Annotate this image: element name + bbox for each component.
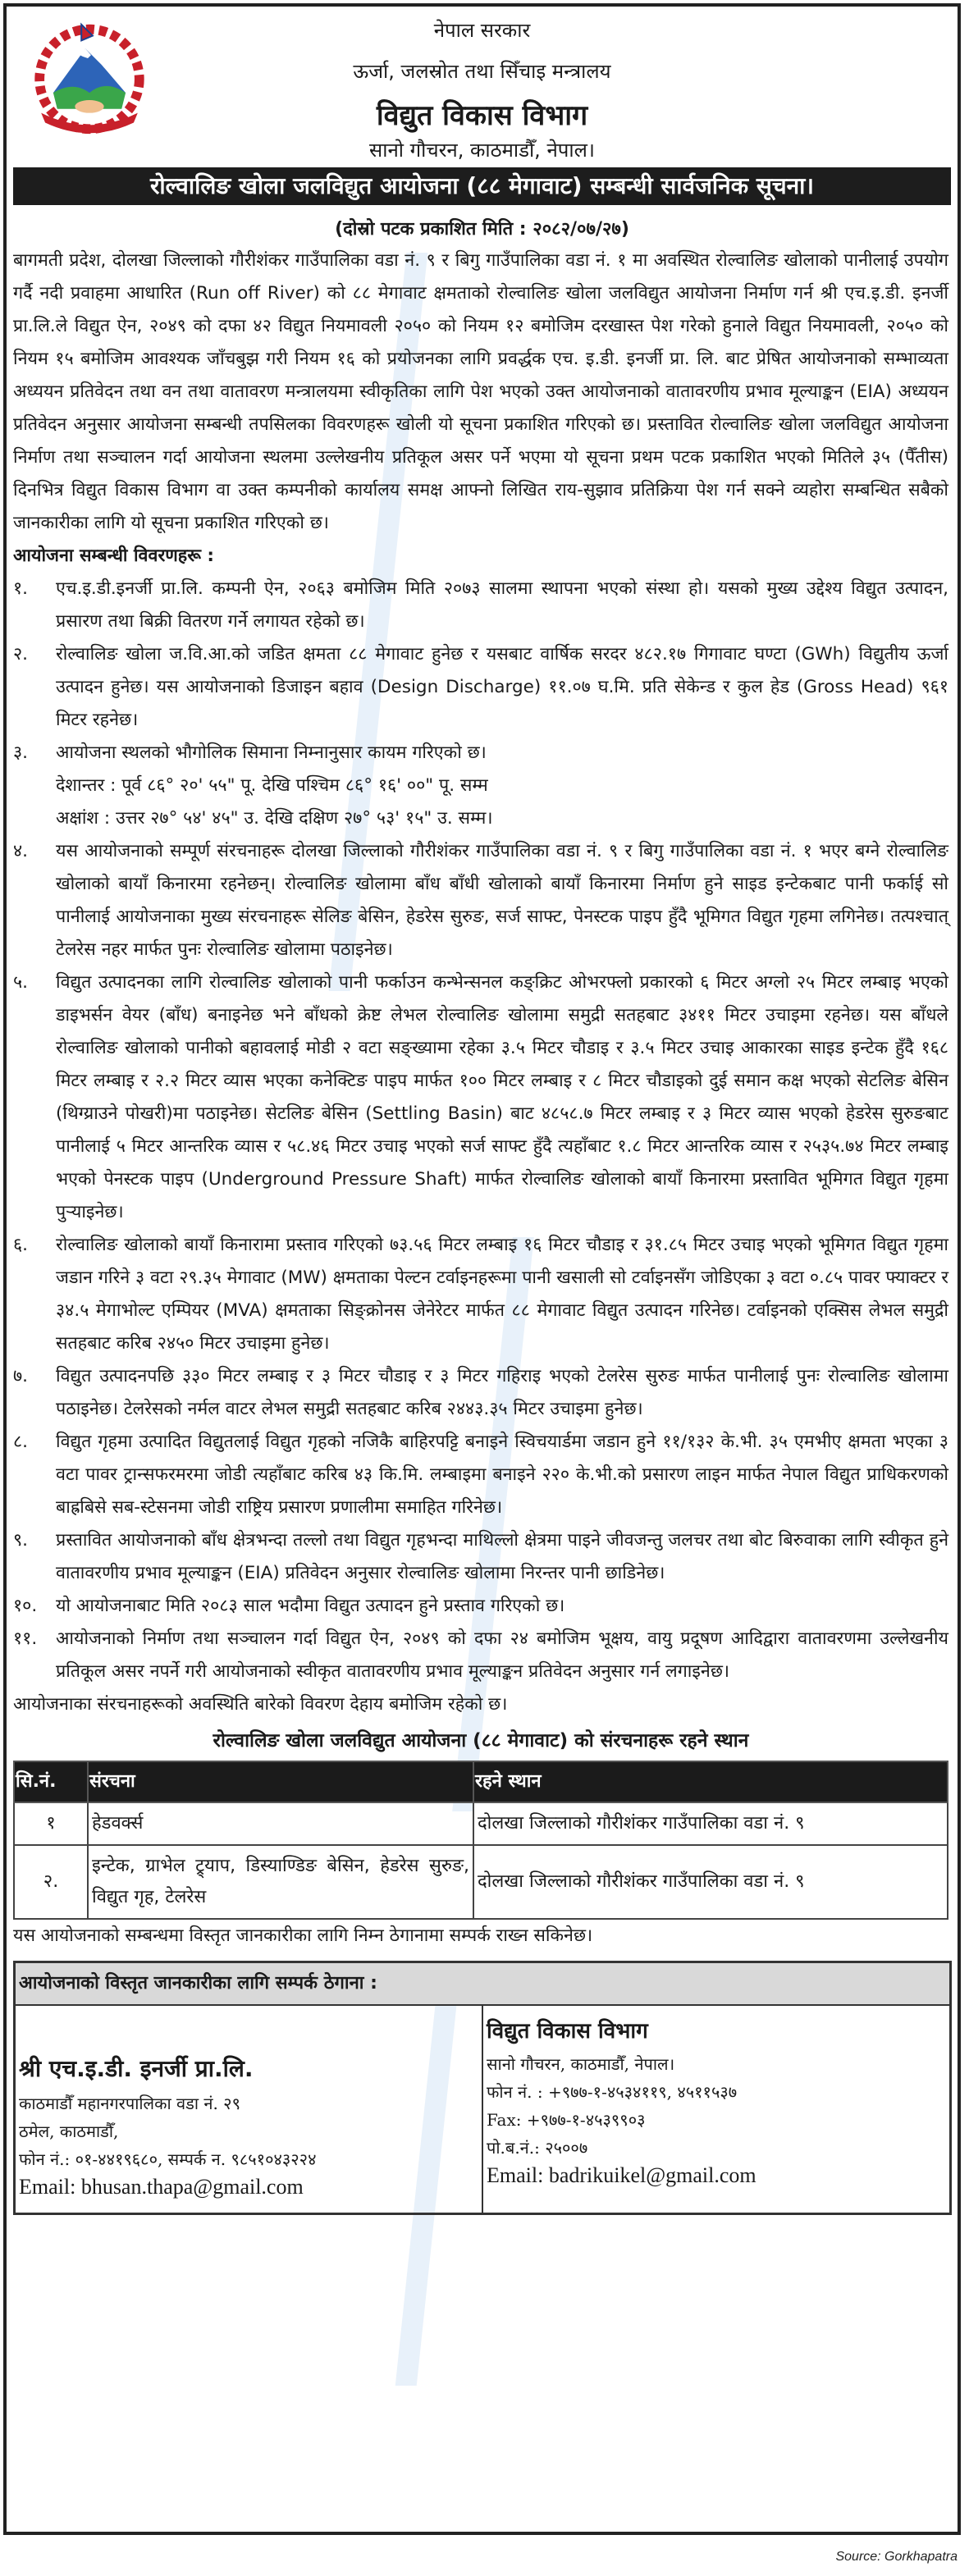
header [7, 7, 958, 162]
item-number: ७. [13, 1366, 29, 1386]
item-number: ४. [13, 841, 29, 861]
list-item [13, 835, 948, 966]
longitude-range: देशान्तर : पूर्व ८६° २०' ५५" पू. देखि पश्चिम ८६° १६' ००" पू. सम्म [56, 775, 488, 796]
cell-serial: १ [14, 1802, 88, 1845]
list-item [13, 1426, 948, 1524]
col-header-location: रहने स्थान [473, 1761, 948, 1802]
department-contact-name: विद्युत विकास विभाग [487, 2019, 648, 2044]
item-text: विद्युत उत्पादनका लागि रोल्वालिङ खोलाको पानी फर्काउन कन्भेन्सनल कङ्क्रिट ओभरफ्लो प्रकारको ६ मिटर अग्लो २५ मिटर लम्बाइ भएको डाइभर्सन वेयर (बाँध) बनाइनेछ भने बाँधको क्रेष्ट लेभल रोल्वालिङ खोलामा समुद्री सतहबाट ३४११ मिटर उचाइमा रहनेछ। यस बाँधले रोल्वालिङ खोलाको पानीको बहावलाई मोडी २ वटा सङ्ख्यामा रहेका ३.५ मिटर चौडाइ र ३.५ मिटर उचाइ आकारका साइड इन्टेक हुँदै १६८ मिटर लम्बाइ र २.२ मिटर व्यास भएका कनेक्टिङ पाइप मार्फत १०० मिटर लम्बाइ र ८ मिटर चौडाइको दुई समान कक्ष भएको सेटलिङ बेसिन (थिग्य्राउने पोखरी)मा पठाइनेछ। सेटलिङ बेसिन (Settling Basin) बाट ४८५८.७ मिटर लम्बाइ र ३ मिटर व्यास भएको हेडरेस सुरुङबाट पानीलाई ५ मिटर आन्तरिक व्यास र ५८.४६ मिटर उचाइ भएको सर्ज साफ्ट हुँदै त्यहाँबाट १.८ मिटर आन्तरिक व्यास र २५३५.७४ मिटर लम्बाइ भएको पेनस्टक पाइप (Underground Pressure Shaft) मार्फत रोल्वालिङ खोलाको बायाँ किनारमा प्रस्तावित भूमिगत विद्युत गृहमा पुर्‍याइनेछ। [56, 972, 948, 1222]
company-address-1: काठमाडौँ महानगरपालिका वडा नं. २९ [19, 2094, 240, 2113]
contact-intro: यस आयोजनाको सम्बन्धमा विस्तृत जानकारीका लागि निम्न ठेगानामा सम्पर्क राख्न सकिनेछ। [13, 1925, 593, 1946]
table-header-row [14, 1761, 948, 1802]
item-number: ११. [13, 1628, 38, 1649]
structures-table [13, 1761, 948, 1920]
details-list [13, 573, 948, 1688]
list-item [13, 1229, 948, 1360]
notice-title: रोल्वालिङ खोला जलविद्युत आयोजना (८८ मेगावाट) सम्बन्धी सार्वजनिक सूचना। [13, 167, 951, 205]
department-email[interactable]: Email: badrikuikel@gmail.com [487, 2163, 756, 2187]
list-item [13, 638, 948, 737]
company-address-2: ठमेल, काठमाडौँ, [19, 2122, 119, 2141]
structures-table-title: रोल्वालिङ खोला जलविद्युत आयोजना (८८ मेगावाट) को संरचनाहरू रहने स्थान [213, 1730, 749, 1752]
item-text: विद्युत उत्पादनपछि ३३० मिटर लम्बाइ र ३ मिटर चौडाइ र ३ मिटर गहिराइ भएको टेलरेस सुरुङ मार्फत पानीलाई पुनः रोल्वालिङ खोलामा पठाइनेछ। टेलरेसको नर्मल वाटर लेभल समुद्री सतहबाट करिब २४४३.३५ मिटर उचाइमा हुनेछ। [56, 1366, 948, 1419]
department-contact-address: सानो गौचरन, काठमाडौँ, नेपाल। [487, 2054, 675, 2074]
item-text: एच.इ.डी.इनर्जी प्रा.लि. कम्पनी ऐन, २०६३ बमोजिम मिति २०७३ सालमा स्थापना भएको संस्था हो। यसको मुख्य उद्देश्य विद्युत उत्पादन, प्रसारण तथा बिक्री वितरण गर्ने लगायत रहेको छ। [56, 578, 948, 632]
intro-paragraph: बागमती प्रदेश, दोलखा जिल्लाको गौरीशंकर गाउँपालिका वडा नं. ९ र बिगु गाउँपालिका वडा नं. १ मा अवस्थित रोल्वालिङ खोलाको पानीलाई उपयोग गर्दै नदी प्रवाहमा आधारित (Run off River) को ८८ मेगावाट क्षमताको रोल्वालिङ खोला जलविद्युत आयोजना निर्माण गर्न श्री एच.इ.डी. इनर्जी प्रा.लि.ले विद्युत ऐन, २०४९ को दफा ४२ विद्युत नियमावली २०५० को नियम १२ बमोजिम दरखास्त पेश गरेको हुनाले विद्युत नियमावली, २०५० को नियम १५ बमोजिम आवश्यक जाँचबुझ गरी नियम १६ को प्रयोजनका लागि प्रवर्द्धक एच. इ.डी. इनर्जी प्रा. लि. बाट प्रेषित आयोजनाको सम्भाव्यता अध्ययन प्रतिवेदन तथा वन तथा वातावरण मन्त्रालयमा स्वीकृतिका लागि पेश भएको उक्त आयोजनाको वातावरणीय प्रभाव मूल्याङ्कन (EIA) अध्ययन प्रतिवेदन अनुसार आयोजना सम्बन्धी तपसिलका विवरणहरू खोली यो सूचना प्रकाशित गरिएको छ। प्रस्तावित रोल्वालिङ खोला जलविद्युत आयोजना निर्माण तथा सञ्चालन गर्दा आयोजना स्थलमा उल्लेखनीय प्रतिकूल असर पर्ने भएमा यो सूचना प्रथम पटक प्रकाशित भएको मितिले ३५ (पैँतीस) दिनभित्र विद्युत विकास विभाग वा उक्त कम्पनीको कार्यालय समक्ष आफ्नो लिखित राय-सुझाव प्रतिक्रिया पेश गर्न सक्ने व्यहोरा सम्बन्धित सबैको जानकारीका लागि यो सूचना प्रकाशित गरिएको छ। [13, 250, 948, 533]
item-number: ८. [13, 1432, 29, 1452]
list-item [13, 1623, 948, 1688]
cell-location: दोलखा जिल्लाको गौरीशंकर गाउँपालिका वडा नं. ९ [473, 1802, 948, 1845]
notice-frame [3, 3, 961, 2535]
details-heading: आयोजना सम्बन्धी विवरणहरू : [13, 546, 215, 566]
list-item [13, 1590, 948, 1623]
list-item [13, 737, 948, 835]
ministry-name: ऊर्जा, जलस्रोत तथा सिँचाइ मन्त्रालय [353, 60, 611, 83]
department-phone: फोन नं. : +९७७-१-४५३४११९, ४५११५३७ [487, 2082, 738, 2102]
cell-structure: हेडवर्क्स [88, 1802, 473, 1845]
item-number: ६. [13, 1235, 29, 1255]
publication-date: (दोस्रो पटक प्रकाशित मिति : २०८२/०७/२७) [335, 219, 629, 240]
item-text: आयोजना स्थलको भौगोलिक सिमाना निम्नानुसार कायम गरिएको छ। [56, 742, 487, 763]
item-text: रोल्वालिङ खोला ज.वि.आ.को जडित क्षमता ८८ मेगावाट हुनेछ र यसबाट वार्षिक सरदर ४८२.१७ गिगावाट घण्टा (GWh) विद्युतीय ऊर्जा उत्पादन हुनेछ। यस आयोजनाको डिजाइन बहाव (Design Discharge) ११.०७ घ.मि. प्रति सेकेन्ड र कुल हेड (Gross Head) ९६१ मिटर रहनेछ। [56, 644, 948, 730]
department-contact [483, 2006, 949, 2213]
contact-box [13, 1961, 952, 2215]
table-row [14, 1802, 948, 1845]
item-text: प्रस्तावित आयोजनाको बाँध क्षेत्रभन्दा तल्लो तथा विद्युत गृहभन्दा माथिल्लो क्षेत्रमा पाइने जीवजन्तु जलचर तथा बोट बिरुवाका लागि स्वीकृत हुने वातावरणीय प्रभाव मूल्याङ्कन (EIA) प्रतिवेदन अनुसार रोल्वालिङ खोलामा निरन्तर पानी छाडिनेछ। [56, 1530, 948, 1583]
table-row [14, 1845, 948, 1919]
structures-intro: आयोजनाका संरचनाहरूको अवस्थिति बारेको विवरण देहाय बमोजिम रहेको छ। [13, 1694, 508, 1715]
item-number: १०. [13, 1596, 38, 1616]
item-number: २. [13, 644, 29, 665]
department-address: सानो गौचरन, काठमाडौँ, नेपाल। [369, 139, 595, 162]
notice-body [13, 244, 948, 2215]
latitude-range: अक्षांश : उत्तर २७° ५४' ४५" उ. देखि दक्षिण २७° ५३' १५" उ. सम्म। [56, 808, 493, 829]
company-email[interactable]: Email: bhusan.thapa@gmail.com [19, 2175, 304, 2199]
item-number: १. [13, 578, 29, 599]
item-text: आयोजनाको निर्माण तथा सञ्चालन गर्दा विद्युत ऐन, २०४९ को दफा २४ बमोजिम भूक्षय, वायु प्रदूषण आदिद्वारा वातावरणमा उल्लेखनीय प्रतिकूल असर नपर्ने गरी आयोजनाको स्वीकृत वातावरणीय प्रभाव मूल्याङ्कन प्रतिवेदन अनुसार गर्न लगाइनेछ। [56, 1628, 948, 1682]
source-credit: Source: Gorkhapatra [835, 2550, 958, 2564]
government-name: नेपाल सरकार [433, 19, 531, 42]
company-name: श्री एच.इ.डी. इनर्जी प्रा.लि. [19, 2055, 254, 2082]
item-text: विद्युत गृहमा उत्पादित विद्युतलाई विद्युत गृहको नजिकै बाहिरपट्टि बनाइने स्विचयार्डमा जडान हुने ११/१३२ के.भी. ३५ एमभीए क्षमता भएका ३ वटा पावर ट्रान्सफरमरमा जोडी त्यहाँबाट करिब ४३ कि.मि. लम्बाइमा बनाइने २२० के.भी.को प्रसारण लाइन मार्फत नेपाल विद्युत प्राधिकरणको बाह्रबिसे सब-स्टेसनमा जोडी राष्ट्रिय प्रसारण प्रणालीमा समाहित गरिनेछ। [56, 1432, 948, 1518]
department-name: विद्युत विकास विभाग [376, 99, 588, 132]
contact-heading: आयोजनाको विस्तृत जानकारीका लागि सम्पर्क ठेगाना : [16, 1963, 949, 2006]
company-contact [16, 2006, 483, 2213]
col-header-serial: सि.नं. [14, 1761, 88, 1802]
list-item [13, 1524, 948, 1590]
item-number: ९. [13, 1530, 29, 1551]
item-number: ५. [13, 972, 29, 993]
company-phone: फोन नं.: ०१-४४१९६८०, सम्पर्क न. ९८५१०४३२२४ [19, 2149, 317, 2169]
list-item [13, 1360, 948, 1426]
cell-serial: २. [14, 1845, 88, 1919]
item-text: यो आयोजनाबाट मिति २०८३ साल भदौमा विद्युत उत्पादन हुने प्रस्ताव गरिएको छ। [56, 1596, 565, 1616]
item-number: ३. [13, 742, 29, 763]
list-item [13, 573, 948, 638]
item-text: रोल्वालिङ खोलाको बायाँ किनारामा प्रस्ताव गरिएको ७३.५६ मिटर लम्बाइ १६ मिटर चौडाइ र ३१.८५ मिटर उचाइ भएको भूमिगत विद्युत गृहमा जडान गरिने ३ वटा २९.३५ मेगावाट (MW) क्षमताका पेल्टन टर्वाइनहरूमा पानी खसाली सो टर्वाइनसँग जोडिएका ३ वटा ०.८५ पावर फ्याक्टर र ३४.५ मेगाभोल्ट एम्पियर (MVA) क्षमताका सिङ्क्रोनस जेनेरेटर मार्फत ८८ मेगावाट विद्युत उत्पादन गरिनेछ। टर्वाइनको एक्सिस लेभल समुद्री सतहबाट करिब २४५० मिटर उचाइमा हुनेछ। [56, 1235, 948, 1354]
cell-structure: इन्टेक, ग्राभेल ट्र्याप, डिस्याण्डिङ बेसिन, हेडरेस सुरुङ, विद्युत गृह, टेलरेस [88, 1845, 473, 1919]
contact-body [16, 2006, 949, 2213]
col-header-structure: संरचना [88, 1761, 473, 1802]
list-item [13, 966, 948, 1229]
item-text: यस आयोजनाको सम्पूर्ण संरचनाहरू दोलखा जिल्लाको गौरीशंकर गाउँपालिका वडा नं. ९ र बिगु गाउँपालिका वडा नं. १ भएर बग्ने रोल्वालिङ खोलाको बायाँ किनारमा रहनेछन्। रोल्वालिङ खोलामा बाँध बाँधी खोलाको बायाँ किनारमा निर्माण हुने साइड इन्टेकबाट पानी फर्काई सो पानीलाई आयोजनाका मुख्य संरचनाहरू सेलिङ बेसिन, हेडरेस सुरुङ, सर्ज साफ्ट, पेनस्टक पाइप हुँदै भूमिगत विद्युत गृहमा लगिनेछ। तत्पश्चात् टेलरेस नहर मार्फत पुनः रोल्वालिङ खोलामा पठाइनेछ। [56, 841, 948, 960]
department-po-box: पो.ब.नं.: २५००७ [487, 2138, 588, 2158]
cell-location: दोलखा जिल्लाको गौरीशंकर गाउँपालिका वडा नं. ९ [473, 1845, 948, 1919]
department-fax: Fax: +९७७-१-४५३९९०३ [487, 2110, 646, 2130]
